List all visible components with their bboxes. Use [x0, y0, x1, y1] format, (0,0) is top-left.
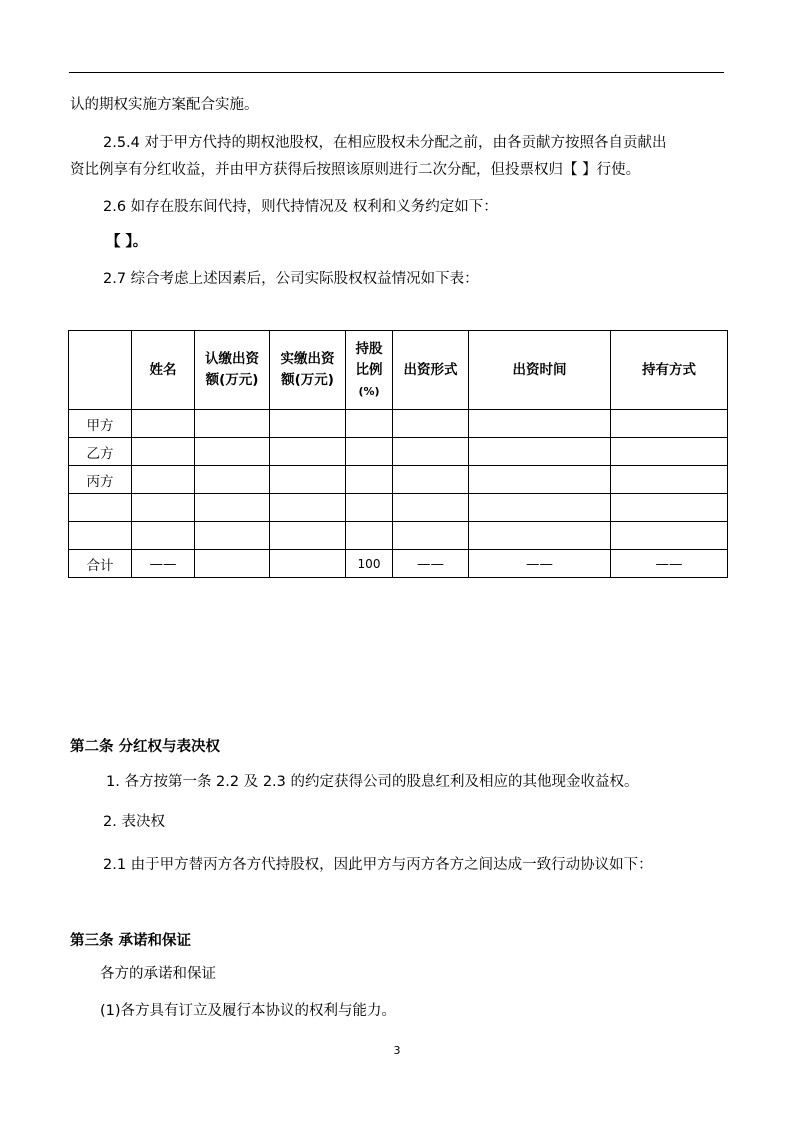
- cell-paid: [270, 466, 346, 494]
- para-line-4: 2.6 如存在股东间代持，则代持情况及 权利和义务约定如下：: [103, 199, 498, 215]
- header-paid: 实缴出资 额(万元): [270, 331, 346, 410]
- cell-name: ——: [132, 550, 195, 578]
- article-3-line-1: 各方的承诺和保证: [100, 966, 216, 982]
- cell-ratio: [346, 438, 393, 466]
- cell-ratio: [346, 522, 393, 550]
- cell-paid: [270, 410, 346, 438]
- cell-method: [611, 466, 728, 494]
- cell-form: [393, 410, 469, 438]
- cell-form: [393, 466, 469, 494]
- article-2-title: 第二条 分红权与表决权: [70, 739, 221, 755]
- cell-method: [611, 522, 728, 550]
- cell-time: [469, 410, 611, 438]
- table-row: [69, 410, 728, 438]
- cell-party: 丙方: [69, 466, 132, 494]
- table-total-row: [69, 550, 728, 578]
- cell-name: [132, 494, 195, 522]
- page-number: 3: [393, 1044, 401, 1057]
- cell-party: [69, 494, 132, 522]
- header-ratio: 持股 比例 (%): [346, 331, 393, 410]
- para-line-2: 2.5.4 对于甲方代持的期权池股权，在相应股权未分配之前，由各贡献方按照各自贡献出: [103, 135, 667, 151]
- cell-name: [132, 438, 195, 466]
- para-line-3: 资比例享有分红收益，并由甲方获得后按照该原则进行二次分配，但投票权归【 】行使。: [70, 162, 641, 178]
- cell-name: [132, 522, 195, 550]
- cell-paid: [270, 550, 346, 578]
- cell-subscribed: [195, 550, 270, 578]
- cell-ratio: [346, 494, 393, 522]
- cell-party: 甲方: [69, 410, 132, 438]
- cell-ratio: [346, 466, 393, 494]
- cell-time: [469, 438, 611, 466]
- cell-name: [132, 466, 195, 494]
- cell-form: [393, 522, 469, 550]
- equity-table: [68, 330, 728, 578]
- header-rule: [69, 72, 724, 73]
- article-3-title: 第三条 承诺和保证: [70, 933, 192, 949]
- table-row: [69, 466, 728, 494]
- cell-form: [393, 438, 469, 466]
- header-time: 出资时间: [469, 331, 611, 410]
- header-subscribed: 认缴出资 额(万元): [195, 331, 270, 410]
- cell-subscribed: [195, 494, 270, 522]
- header-form: 出资形式: [393, 331, 469, 410]
- cell-time: [469, 466, 611, 494]
- table-row: [69, 494, 728, 522]
- cell-paid: [270, 438, 346, 466]
- table-row: [69, 438, 728, 466]
- cell-ratio: [346, 410, 393, 438]
- cell-method: [611, 438, 728, 466]
- para-line-1: 认的期权实施方案配合实施。: [70, 97, 259, 113]
- table-header-row: [69, 331, 728, 410]
- cell-time: [469, 494, 611, 522]
- cell-form: ——: [393, 550, 469, 578]
- cell-name: [132, 410, 195, 438]
- cell-subscribed: [195, 466, 270, 494]
- article-2-line-3: 2.1 由于甲方替丙方各方代持股权，因此甲方与丙方各方之间达成一致行动协议如下：: [103, 857, 653, 873]
- header-method: 持有方式: [611, 331, 728, 410]
- article-2-line-2: 2. 表决权: [103, 814, 165, 830]
- article-2-line-1: 1. 各方按第一条 2.2 及 2.3 的约定获得公司的股息红利及相应的其他现金收益权。: [106, 774, 639, 790]
- cell-method: ——: [611, 550, 728, 578]
- cell-paid: [270, 494, 346, 522]
- header-party: [69, 331, 132, 410]
- article-3-line-2: (1)各方具有订立及履行本协议的权利与能力。: [100, 1003, 397, 1019]
- cell-time: [469, 522, 611, 550]
- cell-subscribed: [195, 438, 270, 466]
- header-name: 姓名: [132, 331, 195, 410]
- cell-party: [69, 522, 132, 550]
- para-line-6: 2.7 综合考虑上述因素后，公司实际股权权益情况如下表：: [103, 271, 479, 287]
- cell-party: 乙方: [69, 438, 132, 466]
- cell-subscribed: [195, 410, 270, 438]
- cell-paid: [270, 522, 346, 550]
- placeholder-bracket: 【 】。: [106, 234, 148, 250]
- cell-time: ——: [469, 550, 611, 578]
- cell-ratio-total: 100: [346, 550, 393, 578]
- cell-form: [393, 494, 469, 522]
- cell-subscribed: [195, 522, 270, 550]
- cell-total-label: 合计: [69, 550, 132, 578]
- cell-method: [611, 494, 728, 522]
- table-row: [69, 522, 728, 550]
- cell-method: [611, 410, 728, 438]
